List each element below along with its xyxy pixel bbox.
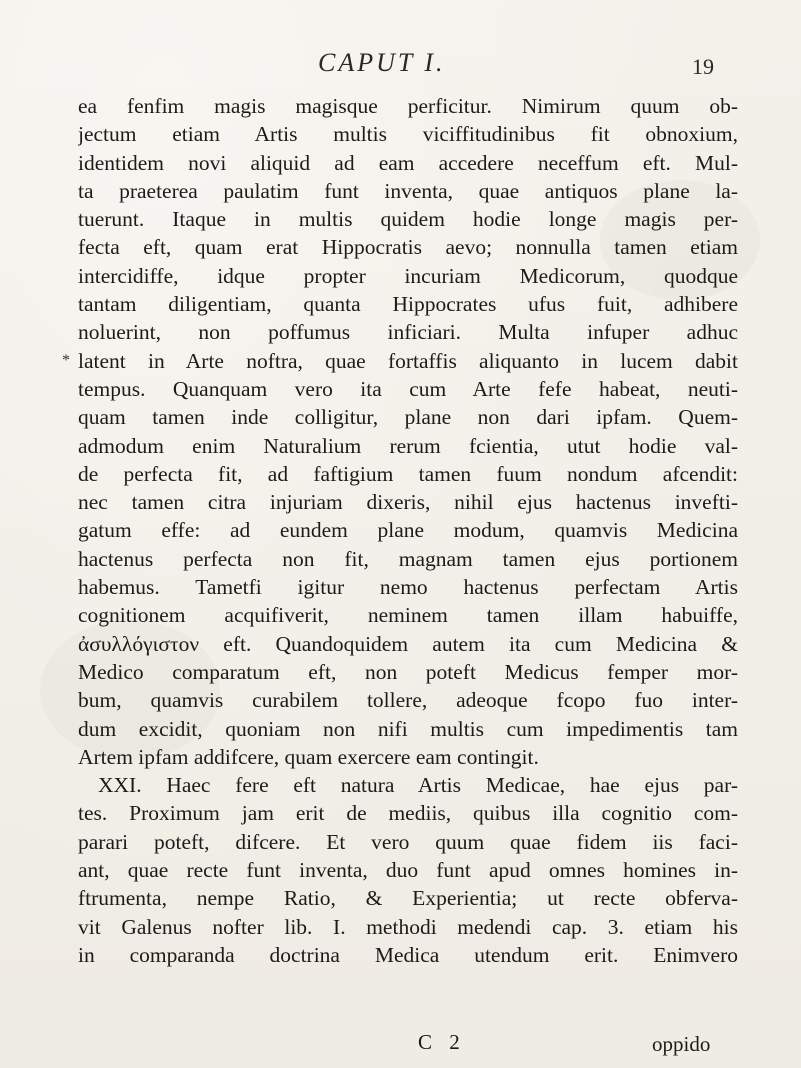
text-line: intercidiffe, idque propter incuriam Medicorum, quodque: [78, 263, 738, 288]
text-line: noluerint, non poffumus inficiari. Multa infuper adhuc: [78, 320, 738, 345]
text-line: jectum etiam Artis multis viciffitudinibus fit obnoxium,: [78, 122, 738, 147]
text-line: identidem novi aliquid ad eam accedere neceffum eft. Mul-: [78, 150, 738, 175]
text-line: bum, quamvis curabilem tollere, adeoque fcopo fuo inter-: [78, 688, 738, 713]
text-line: habemus. Tametfi igitur nemo hactenus perfectam Artis: [78, 575, 738, 600]
text-line: ἀσυλλόγιστον eft. Quandoquidem autem ita cum Medicina &: [78, 631, 738, 656]
text-line: fecta eft, quam erat Hippocratis aevo; nonnulla tamen etiam: [78, 235, 738, 260]
text-line: in comparanda doctrina Medica utendum erit. Enimvero: [78, 942, 738, 967]
text-line: tes. Proximum jam erit de mediis, quibus illa cognitio com-: [78, 801, 738, 826]
text-line: hactenus perfecta non fit, magnam tamen ejus portionem: [78, 546, 738, 571]
text-line: parari poteft, difcere. Et vero quum quae fidem iis faci-: [78, 829, 738, 854]
text-line: tempus. Quanquam vero ita cum Arte fefe habeat, neuti-: [78, 376, 738, 401]
text-line: tantam diligentiam, quanta Hippocrates ufus fuit, adhibere: [78, 292, 738, 317]
text-line: ta praeterea paulatim funt inventa, quae antiquos plane la-: [78, 178, 738, 203]
text-line: ant, quae recte funt inventa, duo funt apud omnes homines in-: [78, 858, 738, 883]
page-header: [0, 40, 801, 90]
signature-mark: C 2: [418, 1030, 466, 1054]
running-head: CAPUT I.: [318, 48, 446, 77]
text-line: Medico comparatum eft, non poteft Medicus femper mor-: [78, 659, 738, 684]
text-line: tuerunt. Itaque in multis quidem hodie longe magis per-: [78, 207, 738, 232]
page-number: 19: [692, 54, 714, 79]
text-line: cognitionem acquifiverit, neminem tamen illam habuiffe,: [78, 603, 738, 628]
body-text: [78, 92, 738, 969]
text-line: Artem ipfam addifcere, quam exercere eam contingit.: [78, 744, 539, 769]
text-line: dum excidit, quoniam non nifi multis cum impedimentis tam: [78, 716, 738, 741]
margin-asterisk: *: [62, 352, 70, 369]
text-line: vit Galenus nofter lib. I. methodi medendi cap. 3. etiam his: [78, 914, 738, 939]
text-line: latent in Arte noftra, quae fortaffis aliquanto in lucem dabit: [78, 348, 738, 373]
catchword: oppido: [652, 1032, 711, 1056]
text-line: admodum enim Naturalium rerum fcientia, utut hodie val-: [78, 433, 738, 458]
text-line: quam tamen inde colligitur, plane non dari ipfam. Quem-: [78, 405, 738, 430]
text-line: XXI. Haec fere eft natura Artis Medicae, hae ejus par-: [98, 773, 738, 798]
page-footer: [0, 1030, 801, 1060]
text-line: de perfecta fit, ad faftigium tamen fuum nondum afcendit:: [78, 461, 738, 486]
text-line: nec tamen citra injuriam dixeris, nihil ejus hactenus invefti-: [78, 490, 738, 515]
text-line: ftrumenta, nempe Ratio, & Experientia; ut recte obferva-: [78, 886, 738, 911]
text-line: ea fenfim magis magisque perficitur. Nimirum quum ob-: [78, 94, 738, 118]
text-line: gatum effe: ad eundem plane modum, quamvis Medicina: [78, 518, 738, 543]
